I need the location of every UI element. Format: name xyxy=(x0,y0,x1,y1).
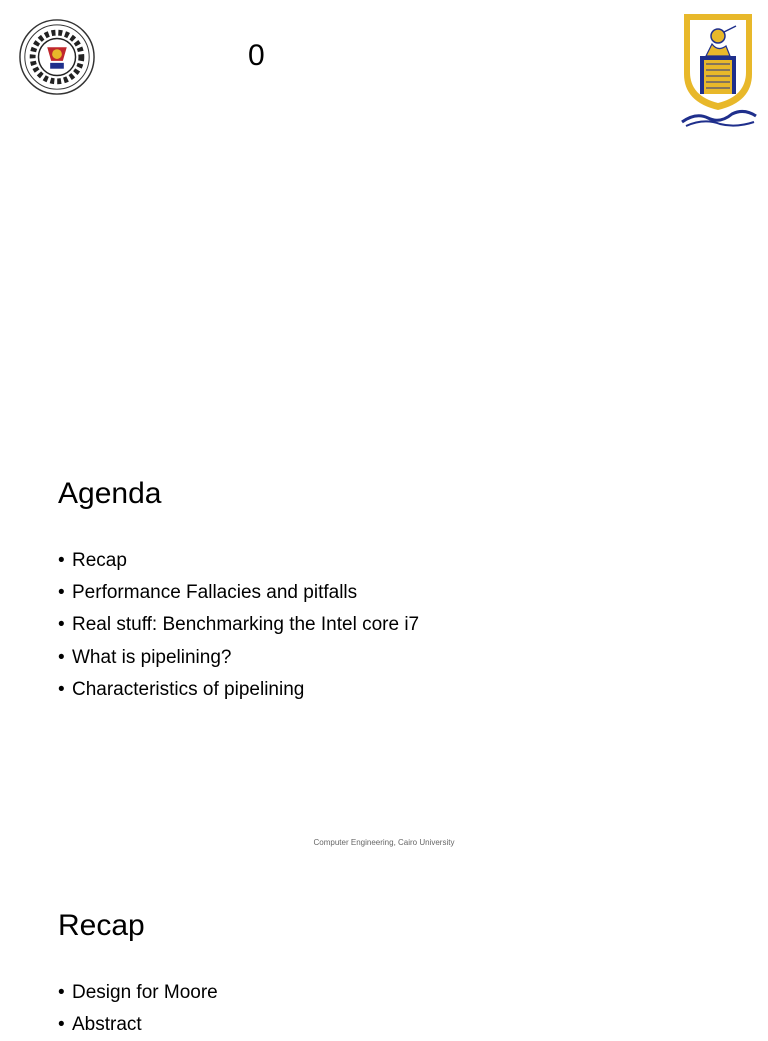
bullet-item: • Characteristics of pipelining xyxy=(58,678,305,700)
bullet-item: • Abstract xyxy=(58,1014,142,1036)
bullet-item: • Design for Moore xyxy=(58,982,218,1003)
bullet-item: • Recap xyxy=(58,550,127,571)
recap-slide xyxy=(0,864,768,1036)
agenda-slide xyxy=(0,432,768,864)
bullet-item: • What is pipelining? xyxy=(58,646,232,668)
page-number: 0 xyxy=(248,39,265,72)
bullet-item: • Real stuff: Benchmarking the Intel core i7 xyxy=(58,614,420,636)
title-slide xyxy=(0,0,768,400)
bullet-item: • Performance Fallacies and pitfalls xyxy=(58,582,358,604)
bullet-list xyxy=(58,545,419,706)
bullet-list xyxy=(58,977,218,1041)
cairo-university-logo-icon xyxy=(676,12,760,130)
slide-title: Recap xyxy=(58,909,145,942)
slide-footer: Computer Engineering, Cairo University xyxy=(313,838,455,847)
slide-title: Agenda xyxy=(58,477,162,510)
faculty-of-engineering-gear-logo-icon xyxy=(18,18,96,96)
